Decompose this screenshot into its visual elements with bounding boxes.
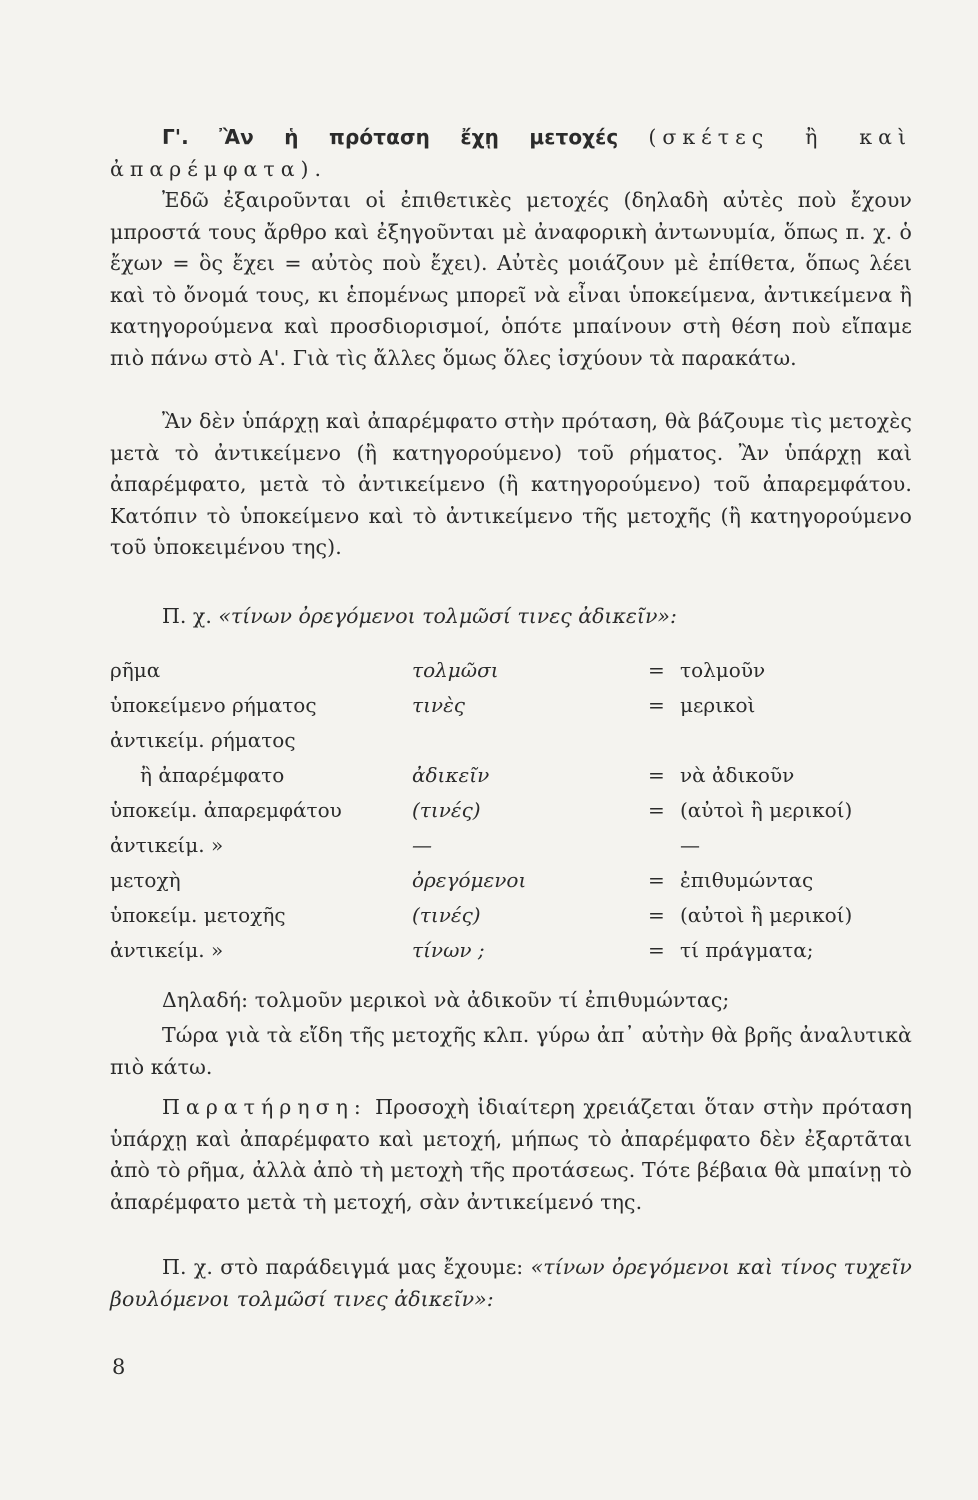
analysis-row — [110, 687, 920, 722]
analysis-equals: = — [648, 902, 665, 927]
analysis-word: τίνων ; — [412, 937, 485, 962]
analysis-term: ἀντικείμ. » — [110, 832, 224, 857]
section-body-2: Ἂν δὲν ὑπάρχῃ καὶ ἀπαρέμφατο στὴν πρόταση, θὰ βάζουμε τὶς μετοχὲς μετὰ τὸ ἀντικείμενο (ἢ κατηγορούμενο) τοῦ ρήματος. Ἂν ὑπάρχῃ καὶ ἀπαρέμφατο, μετὰ τὸ ἀντικείμενο (ἢ κατηγορούμενο) τοῦ ἀπαρεμφάτου. Κατόπιν τὸ ὑποκείμενο καὶ τὸ ἀντικείμενο τῆς μετοχῆς (ἢ κατηγορούμενο τοῦ ὑποκειμένου της). — [110, 409, 912, 559]
analysis-equals: = — [648, 692, 665, 717]
note-paragraph — [110, 1092, 912, 1218]
analysis-equals: = — [648, 762, 665, 787]
analysis-row — [110, 897, 920, 932]
analysis-word: ἀδικεῖν — [412, 762, 490, 787]
section-intro — [110, 122, 912, 185]
analysis-term: ὑποκείμ. μετοχῆς — [110, 902, 286, 927]
example-prefix: Π. χ. — [162, 604, 212, 628]
analysis-table — [110, 652, 920, 967]
analysis-term: ὑποκείμενο ρήματος — [110, 692, 317, 717]
analysis-term: ἀντικείμ. » — [110, 937, 224, 962]
analysis-meaning: νὰ ἀδικοῦν — [680, 762, 795, 787]
example-2-prefix: Π. χ. στὸ παράδειγμά μας ἔχουμε: — [162, 1255, 524, 1279]
analysis-equals: = — [648, 797, 665, 822]
analysis-word: — — [412, 832, 432, 857]
analysis-word: τολμῶσι — [412, 657, 499, 682]
analysis-word: τινὲς — [412, 692, 465, 717]
analysis-meaning: — — [680, 832, 700, 857]
analysis-meaning: (αὐτοὶ ἢ μερικοί) — [680, 797, 853, 822]
analysis-meaning: (αὐτοὶ ἢ μερικοί) — [680, 902, 853, 927]
analysis-equals: = — [648, 657, 665, 682]
analysis-meaning: τί πράγματα; — [680, 937, 814, 962]
analysis-term: ἢ ἀπαρέμφατο — [140, 762, 285, 787]
example-quote: «τίνων ὀρεγόμενοι τολμῶσί τινες ἀδικεῖν»: — [218, 604, 677, 628]
analysis-word: (τινές) — [412, 797, 481, 822]
analysis-row — [110, 722, 920, 757]
section-heading-note: (σκέτες ἢ καὶ ἀπαρέμφατα). — [110, 125, 912, 181]
analysis-meaning: τολμοῦν — [680, 657, 766, 682]
analysis-row — [110, 932, 920, 967]
example-line — [162, 604, 677, 628]
summary-line-1: Δηλαδή: τολμοῦν μερικοὶ νὰ ἀδικοῦν τί ἐπιθυμώντας; — [162, 988, 730, 1012]
section-body: Ἐδῶ ἐξαιροῦνται οἱ ἐπιθετικὲς μετοχές (δηλαδὴ αὐτὲς ποὺ ἔχουν μπροστά τους ἄρθρο καὶ ἐξηγοῦνται μὲ ἀναφορικὴ ἀντωνυμία, ὅπως π. χ. ὁ ἔχων = ὃς ἔχει = αὐτὸς ποὺ ἔχει). Αὐτὲς μοιάζουν μὲ ἐπίθετα, ὅπως λέει καὶ τὸ ὄνομά τους, κι ἑπομένως μπορεῖ νὰ εἶναι ὑποκείμενα, ἀντικείμενα ἢ κατηγορούμενα καὶ προσδιορισμοί, ὁπότε μπαίνουν στὴ θέση ποὺ εἴπαμε πιὸ πάνω στὸ Α'. Γιὰ τὶς ἄλλες ὅμως ὅλες ἰσχύουν τὰ παρακάτω. — [110, 188, 912, 370]
analysis-meaning: ἐπιθυμώντας — [680, 867, 814, 892]
analysis-row — [110, 652, 920, 687]
section-heading: Γ'. Ἂν ἡ πρόταση ἔχῃ μετοχές — [162, 125, 619, 149]
analysis-row — [110, 827, 920, 862]
analysis-term: ρῆμα — [110, 657, 161, 682]
note-label: Παρατήρηση: — [162, 1095, 367, 1119]
analysis-row — [110, 792, 920, 827]
analysis-term: ἀντικείμ. ρήματος — [110, 727, 296, 752]
example-2-quote: «τίνων ὀρεγόμενοι καὶ τίνος τυχεῖν βουλόμενοι τολμῶσί τινες ἀδικεῖν»: — [110, 1255, 912, 1311]
analysis-equals: = — [648, 867, 665, 892]
analysis-word: ὀρεγόμενοι — [412, 867, 527, 892]
analysis-equals: = — [648, 937, 665, 962]
note-text: Προσοχὴ ἰδιαίτερη χρειάζεται ὅταν στὴν πρόταση ὑπάρχῃ καὶ ἀπαρέμφατο καὶ μετοχή, μήπως τὸ ἀπαρέμφατο δὲν ἐξαρτᾶται ἀπὸ τὸ ρῆμα, ἀλλὰ ἀπὸ τὴ μετοχὴ τῆς προτάσεως. Τότε βέβαια θὰ μπαίνῃ τὸ ἀπαρέμφατο μετὰ τὴ μετοχή, σὰν ἀντικείμενό της. — [110, 1095, 912, 1214]
analysis-meaning: μερικοὶ — [680, 692, 756, 717]
page-number: 8 — [112, 1355, 126, 1379]
summary-line-2: Τώρα γιὰ τὰ εἴδη τῆς μετοχῆς κλπ. γύρω ἀπ᾿ αὐτὴν θὰ βρῆς ἀναλυτικὰ πιὸ κάτω. — [110, 1023, 912, 1079]
example-2 — [110, 1252, 912, 1315]
analysis-term: μετοχὴ — [110, 867, 181, 892]
analysis-row — [110, 757, 920, 792]
analysis-term: ὑποκείμ. ἀπαρεμφάτου — [110, 797, 342, 822]
analysis-row — [110, 862, 920, 897]
analysis-word: (τινές) — [412, 902, 481, 927]
